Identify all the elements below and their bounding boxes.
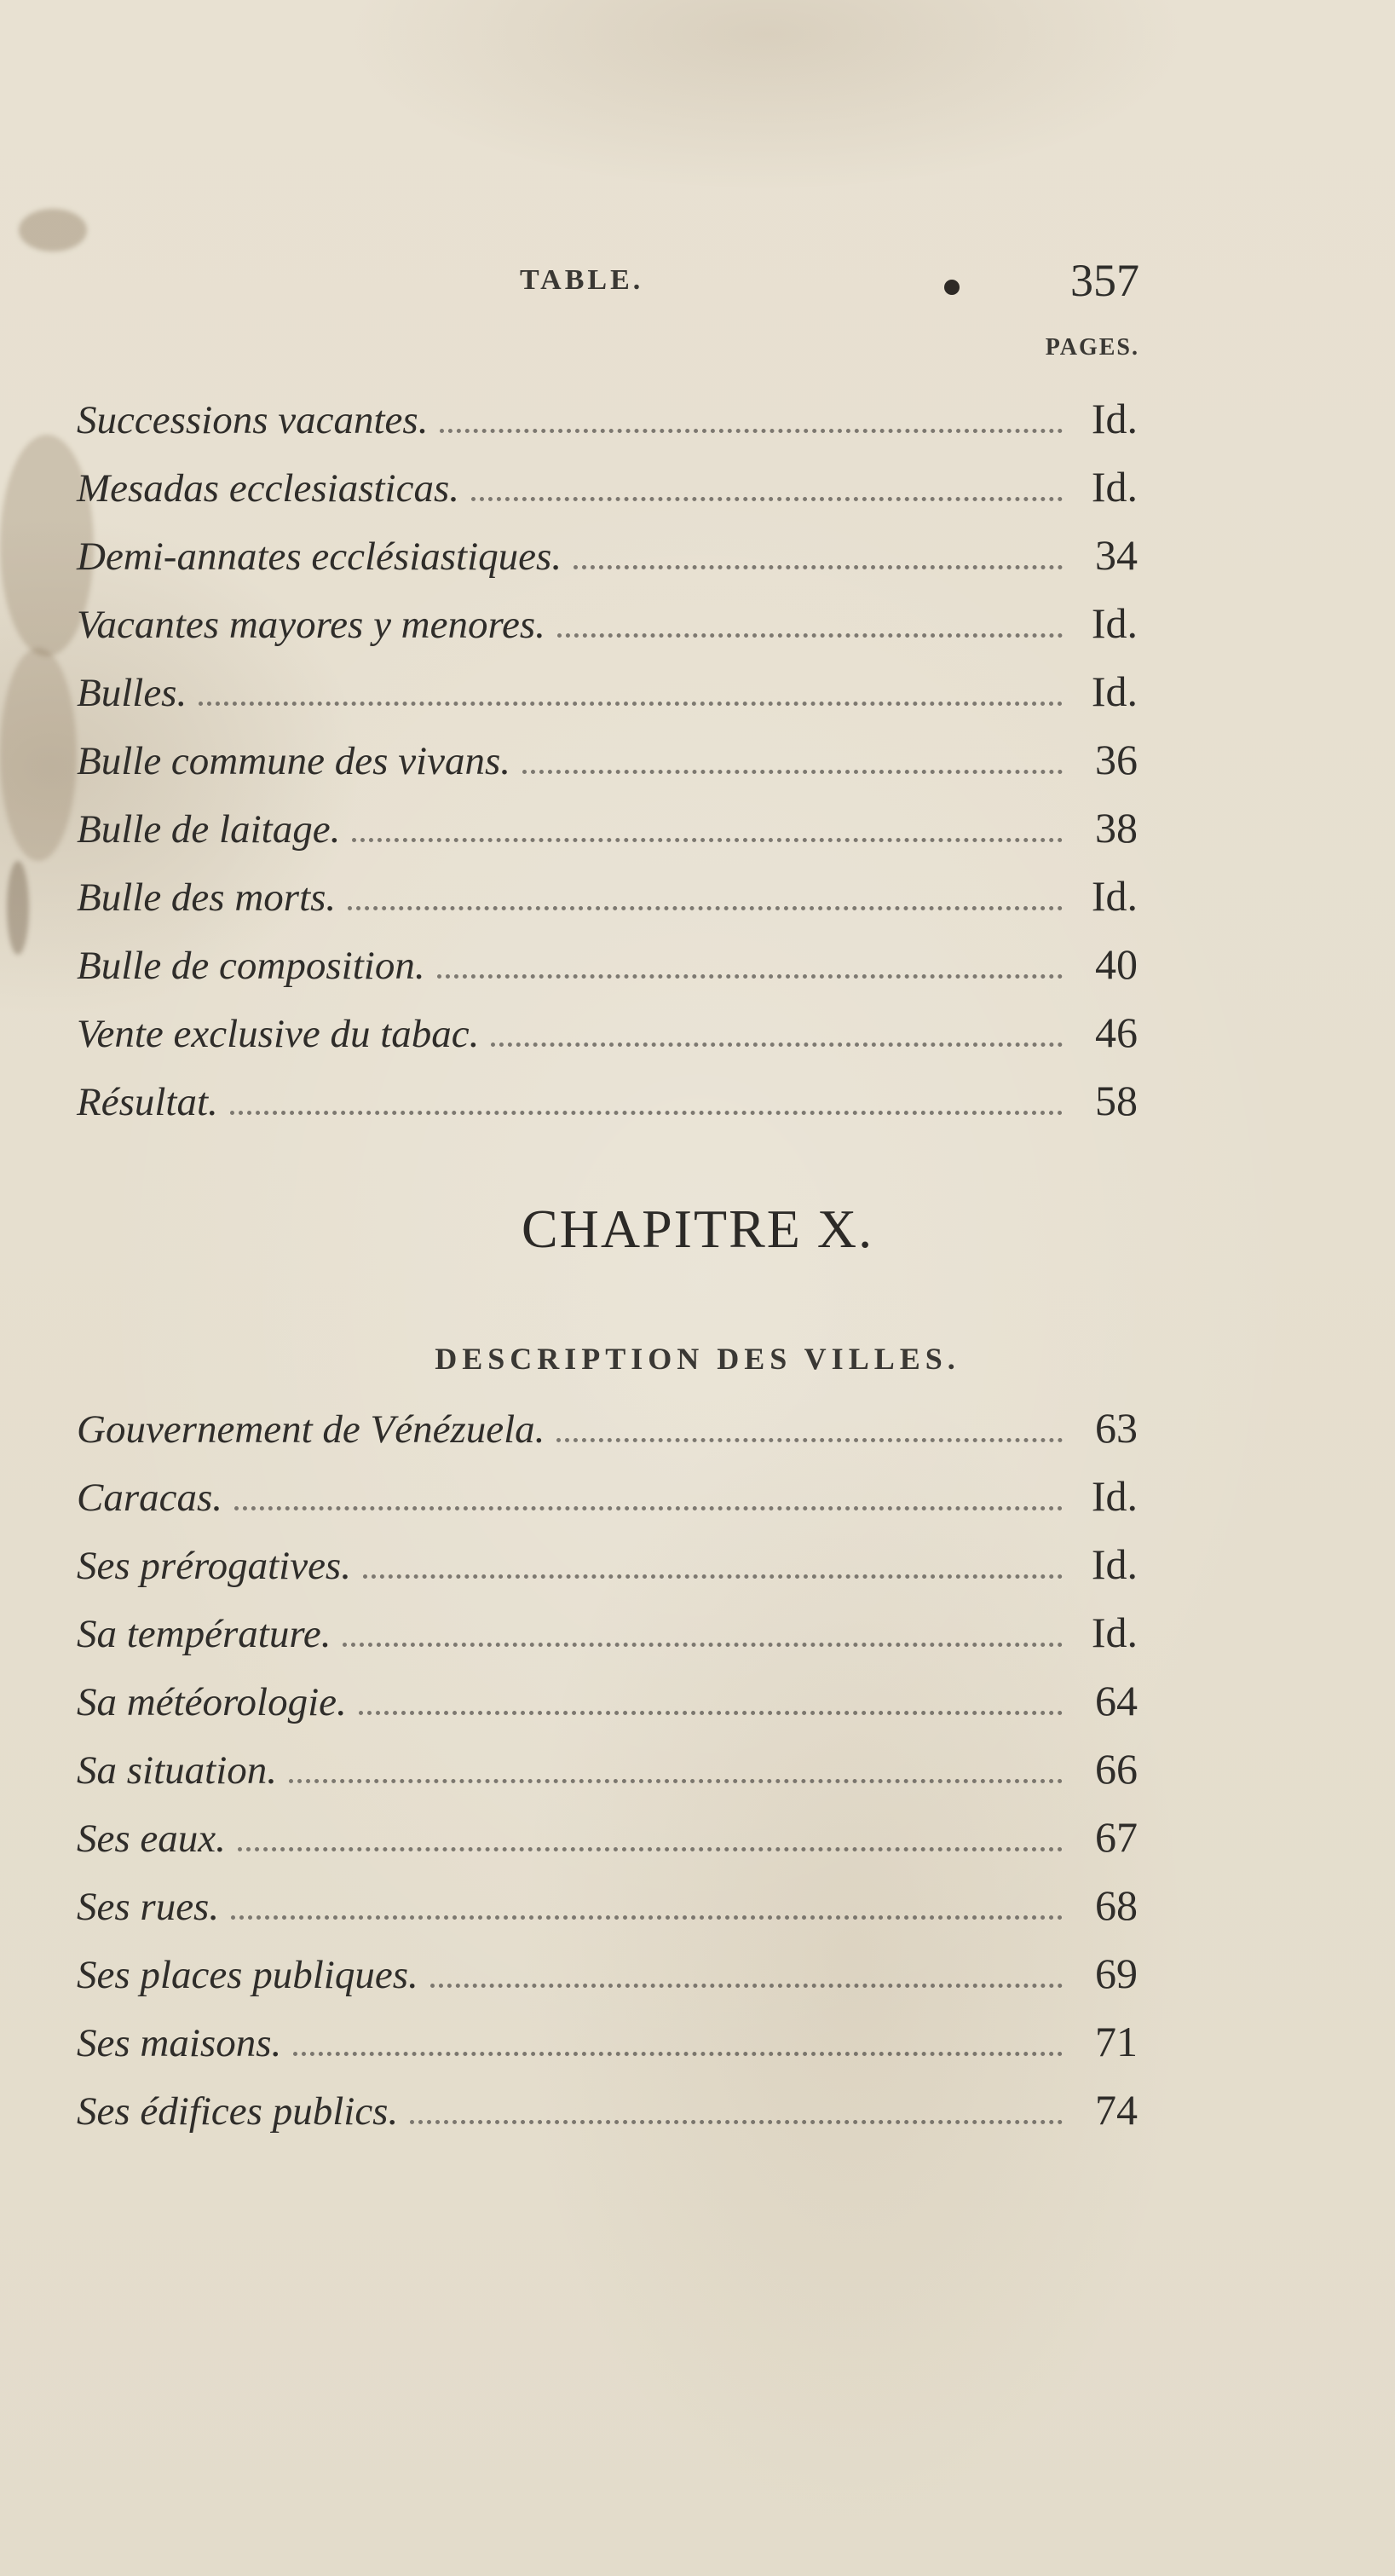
toc-entry-page: 67 <box>1095 1813 1138 1861</box>
toc-entry-title: Ses places publiques. <box>77 1953 418 1997</box>
ink-dot <box>944 280 960 295</box>
toc-entry-title: Gouvernement de Vénézuela. <box>77 1407 545 1452</box>
pages-column-label: PAGES. <box>1045 334 1139 361</box>
dot-leader <box>522 770 1063 774</box>
dot-leader <box>199 702 1063 706</box>
toc-entry-title: Sa situation. <box>77 1748 278 1793</box>
dot-leader <box>430 1984 1063 1988</box>
toc-row <box>77 871 1138 939</box>
toc-entry-title: Sa météorologie. <box>77 1680 347 1724</box>
toc-entry-title: Bulle des morts. <box>77 875 337 920</box>
toc-entry-title: Bulles. <box>77 671 187 715</box>
toc-entry-page: 34 <box>1095 531 1138 579</box>
toc-entry-page: 36 <box>1095 736 1138 783</box>
toc-row <box>77 1744 1138 1812</box>
dot-leader <box>471 497 1063 501</box>
toc-row <box>77 530 1138 598</box>
toc-entry-page: 46 <box>1095 1008 1138 1056</box>
toc-row <box>77 598 1138 667</box>
dot-leader <box>352 838 1063 842</box>
dot-leader <box>491 1043 1063 1047</box>
toc-entry-title: Ses maisons. <box>77 2021 282 2065</box>
toc-entry-page: Id. <box>1091 667 1138 715</box>
dot-leader <box>440 429 1063 433</box>
toc-row <box>77 394 1138 462</box>
toc-entry-page: Id. <box>1091 872 1138 920</box>
chapter-subtitle: DESCRIPTION DES VILLES. <box>435 1342 960 1376</box>
toc-entry-title: Caracas. <box>77 1476 223 1520</box>
toc-entry-title: Bulle de composition. <box>77 944 425 988</box>
toc-entry-title: Ses prérogatives. <box>77 1544 351 1588</box>
toc-entry-page: Id. <box>1091 1472 1138 1520</box>
table-of-contents-bottom <box>77 1403 1138 2153</box>
dot-leader <box>289 1779 1063 1783</box>
toc-entry-page: Id. <box>1091 1540 1138 1588</box>
running-title: TABLE. <box>520 264 644 296</box>
toc-entry-page: Id. <box>1091 395 1138 442</box>
toc-entry-title: Sa température. <box>77 1612 331 1656</box>
toc-entry-page: Id. <box>1091 1609 1138 1656</box>
toc-row <box>77 1880 1138 1949</box>
toc-entry-page: 69 <box>1095 1949 1138 1997</box>
chapter-heading: CHAPITRE X. <box>521 1198 874 1259</box>
toc-row <box>77 1949 1138 2017</box>
toc-row <box>77 803 1138 871</box>
toc-row <box>77 1812 1138 1880</box>
toc-row <box>77 1471 1138 1539</box>
dot-leader <box>238 1847 1063 1851</box>
dot-leader <box>363 1574 1063 1579</box>
toc-entry-title: Vente exclusive du tabac. <box>77 1012 480 1056</box>
toc-row <box>77 1403 1138 1471</box>
page-number: 357 <box>1070 255 1139 306</box>
table-of-contents-top <box>77 394 1138 1144</box>
toc-row <box>77 939 1138 1008</box>
toc-entry-page: 68 <box>1095 1881 1138 1929</box>
toc-row <box>77 1008 1138 1076</box>
toc-entry-title: Vacantes mayores y menores. <box>77 603 545 647</box>
dot-leader <box>234 1506 1063 1510</box>
dot-leader <box>293 2052 1063 2056</box>
toc-entry-page: Id. <box>1091 463 1138 511</box>
toc-row <box>77 2085 1138 2153</box>
toc-entry-title: Bulle commune des vivans. <box>77 739 511 783</box>
toc-row <box>77 1608 1138 1676</box>
ink-stain <box>7 861 29 955</box>
dot-leader <box>359 1711 1063 1715</box>
toc-entry-title: Ses édifices publics. <box>77 2089 399 2134</box>
toc-entry-page: 40 <box>1095 940 1138 988</box>
ink-stain <box>0 648 77 861</box>
toc-entry-page: 64 <box>1095 1677 1138 1724</box>
toc-entry-page: 38 <box>1095 804 1138 852</box>
dot-leader <box>574 565 1063 569</box>
toc-entry-title: Bulle de laitage. <box>77 807 341 852</box>
dot-leader <box>348 906 1063 910</box>
ink-stain <box>19 209 87 251</box>
toc-entry-page: 71 <box>1095 2018 1138 2065</box>
toc-row <box>77 1076 1138 1144</box>
toc-row <box>77 2017 1138 2085</box>
toc-row <box>77 1676 1138 1744</box>
toc-row <box>77 462 1138 530</box>
page-header <box>0 255 1395 315</box>
toc-entry-title: Ses eaux. <box>77 1816 226 1861</box>
dot-leader <box>230 1111 1063 1115</box>
toc-entry-title: Demi-annates ecclésiastiques. <box>77 534 562 579</box>
toc-row <box>77 735 1138 803</box>
toc-entry-page: 58 <box>1095 1077 1138 1124</box>
dot-leader <box>343 1643 1063 1647</box>
toc-row <box>77 1539 1138 1608</box>
toc-entry-page: 74 <box>1095 2086 1138 2134</box>
dot-leader <box>557 633 1063 638</box>
dot-leader <box>410 2120 1063 2124</box>
dot-leader <box>231 1915 1063 1920</box>
dot-leader <box>437 974 1063 979</box>
toc-entry-title: Résultat. <box>77 1080 218 1124</box>
toc-entry-page: 63 <box>1095 1404 1138 1452</box>
toc-entry-page: 66 <box>1095 1745 1138 1793</box>
toc-entry-page: Id. <box>1091 599 1138 647</box>
dot-leader <box>556 1438 1063 1442</box>
toc-row <box>77 667 1138 735</box>
toc-entry-title: Ses rues. <box>77 1885 220 1929</box>
toc-entry-title: Successions vacantes. <box>77 398 429 442</box>
toc-entry-title: Mesadas ecclesiasticas. <box>77 466 460 511</box>
